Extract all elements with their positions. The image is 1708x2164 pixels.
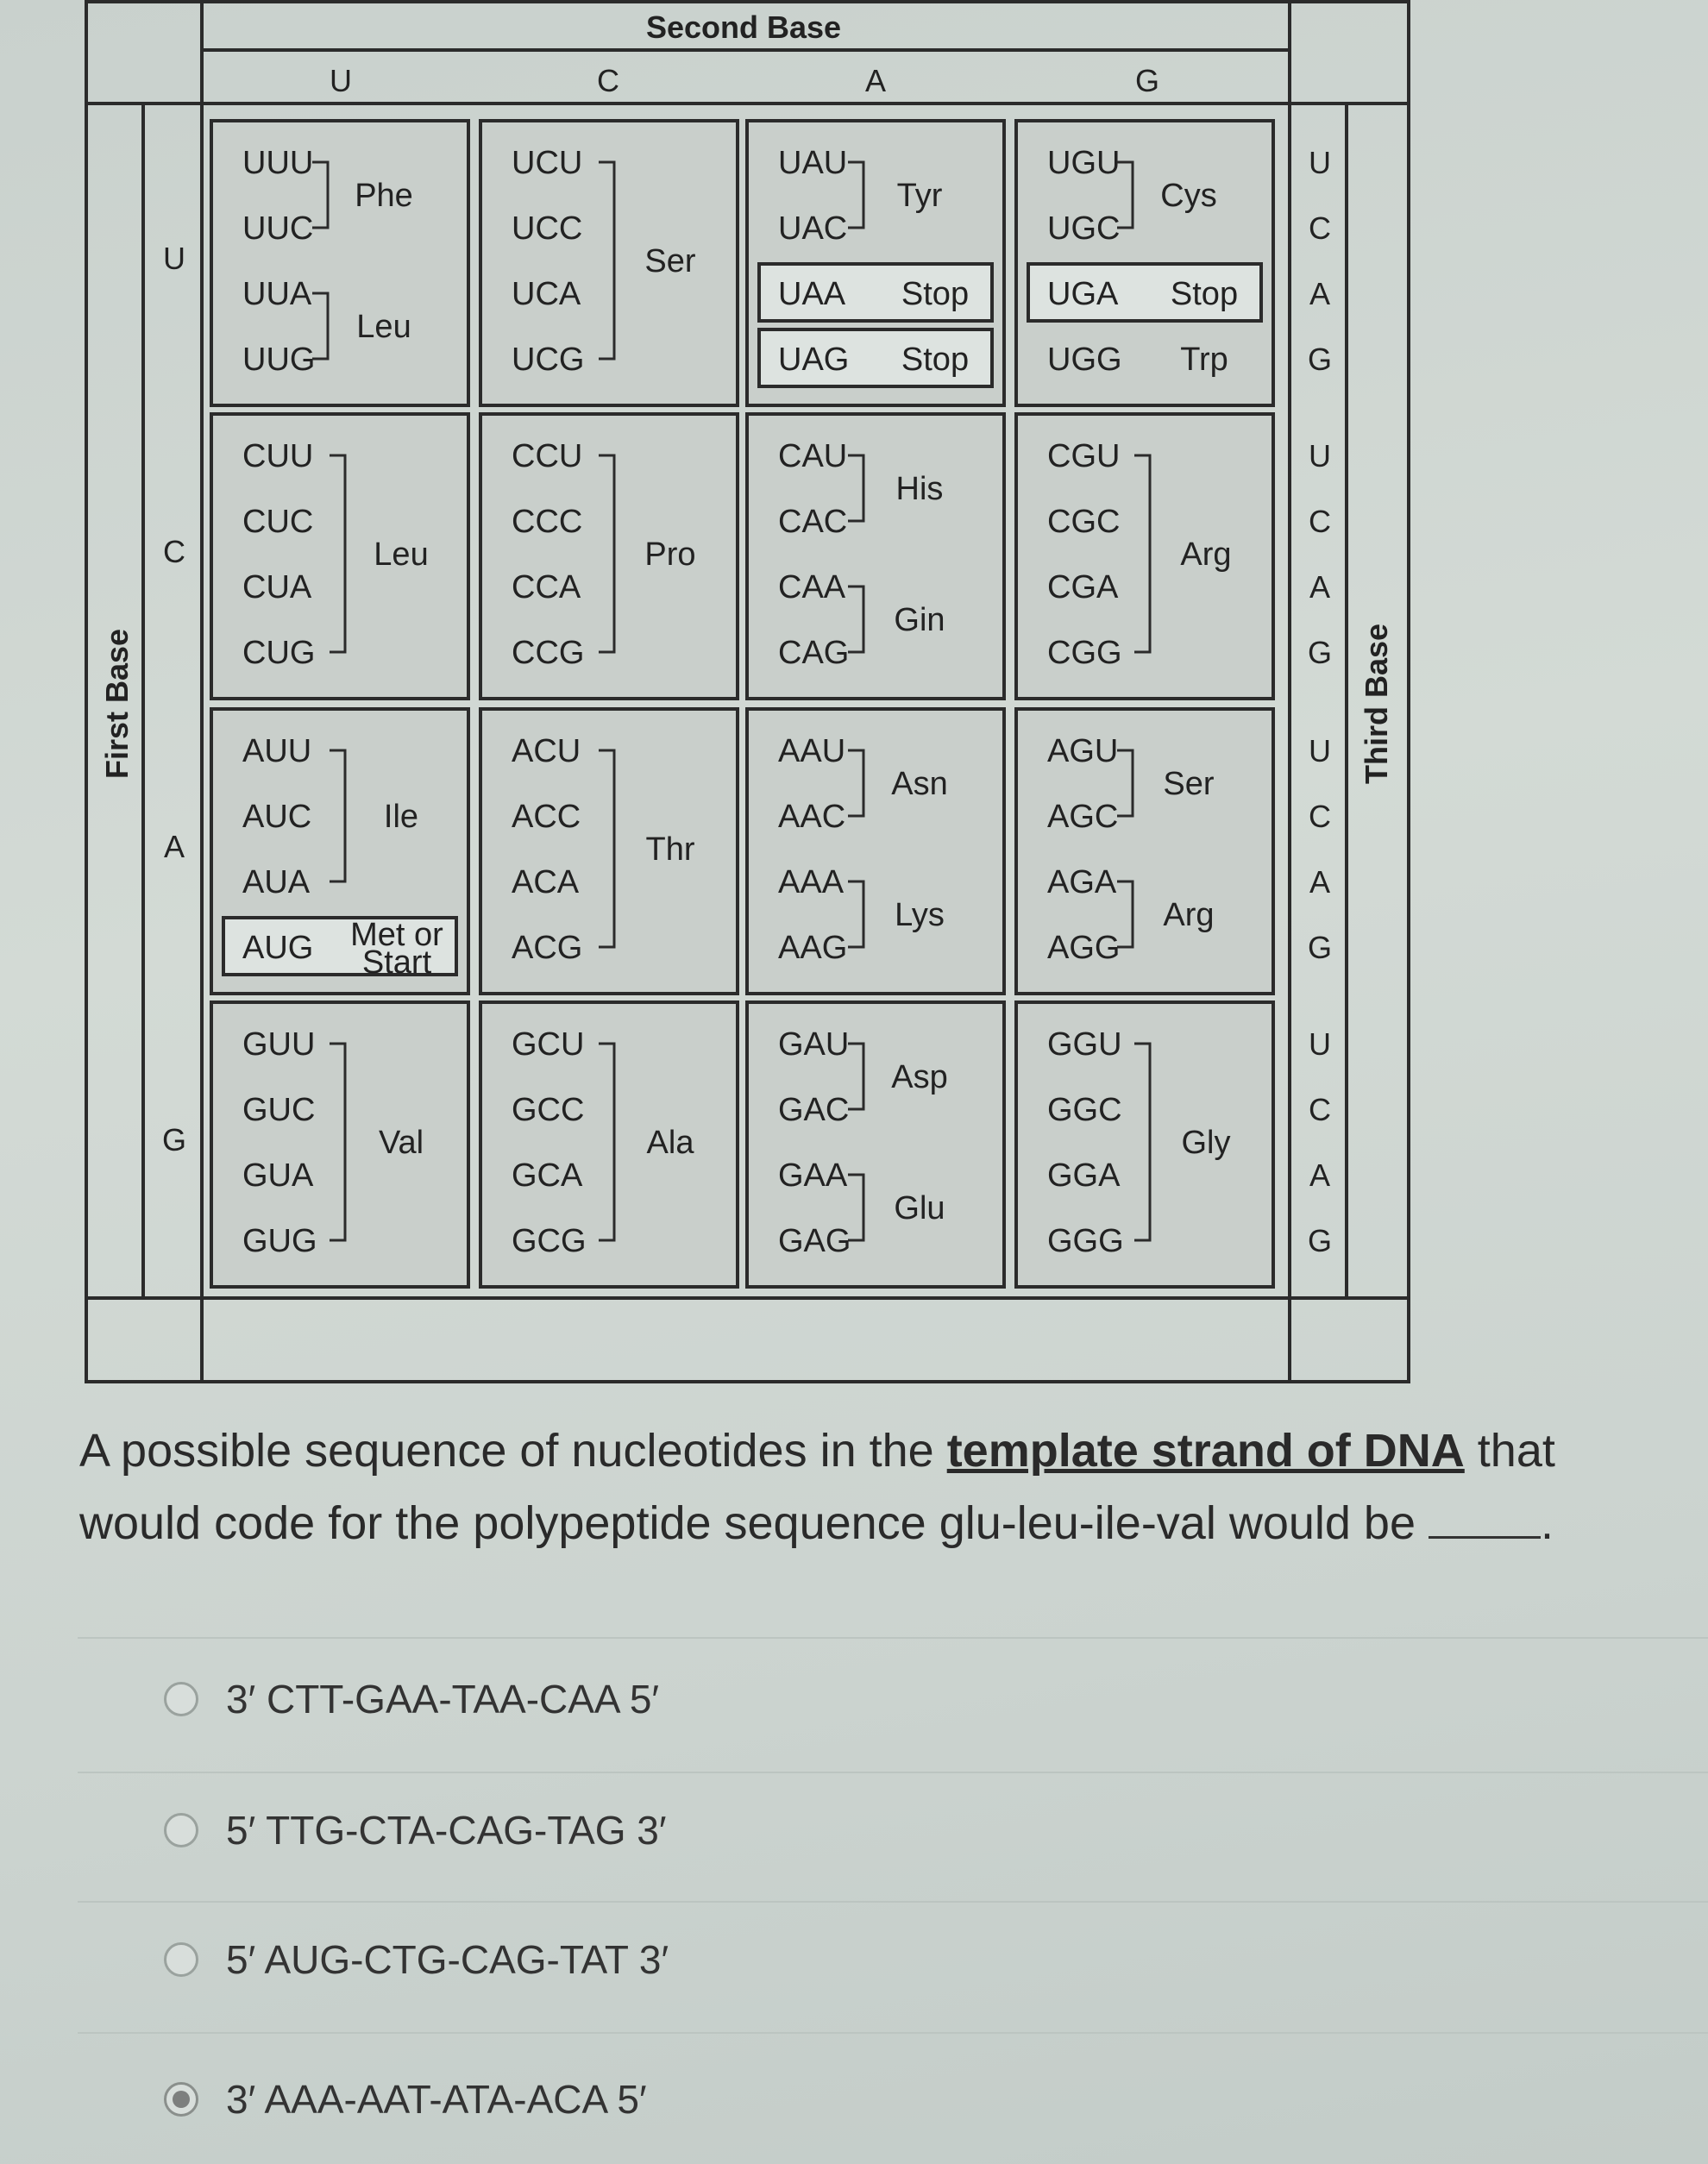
- codon-cau: CAU: [778, 438, 848, 474]
- codon-ccc: CCC: [512, 504, 583, 540]
- codon-guc: GUC: [242, 1092, 316, 1128]
- second-base-letter: C: [597, 63, 619, 98]
- codon-cua: CUA: [242, 569, 312, 605]
- codon-ucg: UCG: [512, 342, 585, 378]
- codon-cgg: CGG: [1047, 635, 1122, 671]
- question-text-before: A possible sequence of nucleotides in the: [79, 1425, 947, 1477]
- codon-cac: CAC: [778, 504, 848, 540]
- codon-aug: AUG: [242, 930, 314, 966]
- codon-acu: ACU: [512, 733, 581, 769]
- codon-auu: AUU: [242, 733, 312, 769]
- radio-button[interactable]: [164, 1942, 198, 1977]
- third-base-letter: U: [1309, 438, 1331, 474]
- divider: [78, 1772, 1708, 1773]
- codon-ucc: UCC: [512, 210, 583, 247]
- answer-blank: [1429, 1502, 1541, 1539]
- codon-uga: UGA: [1047, 276, 1119, 312]
- third-base-letter: A: [1309, 276, 1331, 311]
- third-base-letter: A: [1309, 569, 1331, 605]
- divider: [78, 1901, 1708, 1903]
- codon-ccg: CCG: [512, 635, 585, 671]
- answer-option-label: 5′ TTG-CTA-CAG-TAG 3′: [226, 1808, 667, 1853]
- amino-acid-label: Arg: [1163, 897, 1215, 933]
- second-base-letter: A: [864, 63, 887, 98]
- codon-caa: CAA: [778, 569, 846, 605]
- radio-button[interactable]: [164, 1813, 198, 1847]
- codon-aaa: AAA: [778, 864, 845, 900]
- amino-acid-label: His: [895, 471, 944, 507]
- amino-acid-label: Val: [378, 1125, 424, 1161]
- radio-button[interactable]: [164, 1682, 198, 1716]
- stop-label: Stop: [1170, 276, 1239, 312]
- stop-label: Stop: [901, 342, 970, 378]
- codon-aga: AGA: [1047, 864, 1117, 900]
- codon-uag: UAG: [778, 342, 850, 378]
- amino-acid-label: Leu: [356, 309, 411, 345]
- third-base-letter: C: [1309, 210, 1331, 246]
- codon-cgu: CGU: [1047, 438, 1121, 474]
- codon-ccu: CCU: [512, 438, 583, 474]
- third-base-letter: G: [1307, 1223, 1333, 1258]
- question-end: .: [1541, 1497, 1554, 1549]
- amino-acid-label: Tyr: [896, 178, 943, 214]
- codon-uuc: UUC: [242, 210, 314, 247]
- amino-acid-label: Start: [361, 944, 432, 981]
- third-base-label: Third Base: [1359, 623, 1394, 785]
- question-text-after: that would code for the polypeptide sequence glu-leu-ile-val would be: [79, 1425, 1555, 1549]
- codon-uau: UAU: [778, 145, 848, 181]
- codon-cca: CCA: [512, 569, 581, 605]
- codon-aau: AAU: [778, 733, 846, 769]
- radio-button-selected[interactable]: [164, 2082, 198, 2117]
- amino-acid-label: Ser: [1163, 766, 1215, 802]
- codon-uua: UUA: [242, 276, 312, 312]
- codon-ugu: UGU: [1047, 145, 1121, 181]
- codon-cga: CGA: [1047, 569, 1119, 605]
- codon-acg: ACG: [512, 930, 583, 966]
- codon-cag: CAG: [778, 635, 850, 671]
- codon-aac: AAC: [778, 799, 846, 835]
- second-base-letter: G: [1134, 63, 1160, 98]
- third-base-letter: U: [1309, 1026, 1331, 1062]
- codon-uug: UUG: [242, 342, 316, 378]
- codon-gac: GAC: [778, 1092, 850, 1128]
- amino-acid-label: Gly: [1181, 1125, 1231, 1161]
- second-base-letter: U: [330, 63, 352, 98]
- third-base-letter: G: [1307, 930, 1333, 965]
- third-base-letter: A: [1309, 1157, 1331, 1193]
- amino-acid-label: Gin: [894, 602, 945, 638]
- codon-ggu: GGU: [1047, 1026, 1122, 1063]
- codon-guu: GUU: [242, 1026, 316, 1063]
- codon-cug: CUG: [242, 635, 316, 671]
- codon-ggg: GGG: [1047, 1223, 1124, 1259]
- amino-acid-label: Thr: [645, 831, 695, 868]
- amino-acid-label: Arg: [1180, 536, 1232, 573]
- codon-uuu: UUU: [242, 145, 314, 181]
- codon-ugc: UGC: [1047, 210, 1121, 247]
- codon-gga: GGA: [1047, 1157, 1121, 1194]
- codon-aag: AAG: [778, 930, 848, 966]
- codon-aua: AUA: [242, 864, 311, 900]
- question-emphasis: template strand of DNA: [946, 1425, 1465, 1477]
- answer-option-2[interactable]: [164, 1804, 667, 1856]
- amino-acid-label: Glu: [894, 1190, 945, 1226]
- first-base-letter: A: [163, 829, 185, 864]
- codon-gua: GUA: [242, 1157, 314, 1194]
- third-base-letter: U: [1309, 733, 1331, 768]
- third-base-letter: A: [1309, 864, 1331, 900]
- question-text: [79, 1414, 1684, 1559]
- third-base-letter: U: [1309, 145, 1331, 180]
- codon-ugg: UGG: [1047, 342, 1122, 378]
- codon-auc: AUC: [242, 799, 312, 835]
- codon-agc: AGC: [1047, 799, 1119, 835]
- third-base-letter: C: [1309, 504, 1331, 539]
- codon-gag: GAG: [778, 1223, 851, 1259]
- amino-acid-label: Leu: [374, 536, 429, 573]
- amino-acid-label: Ser: [644, 243, 696, 279]
- codon-uac: UAC: [778, 210, 848, 247]
- amino-acid-label: Cys: [1160, 178, 1217, 214]
- codon-ucu: UCU: [512, 145, 583, 181]
- third-base-letter: G: [1307, 342, 1333, 377]
- divider: [78, 2032, 1708, 2034]
- amino-acid-label: Phe: [355, 178, 413, 214]
- codon-aca: ACA: [512, 864, 580, 900]
- codon-cgc: CGC: [1047, 504, 1121, 540]
- first-base-letter: C: [163, 534, 185, 569]
- codon-gcu: GCU: [512, 1026, 585, 1063]
- answer-option-1[interactable]: [164, 1673, 659, 1725]
- answer-option-label: 5′ AUG-CTG-CAG-TAT 3′: [226, 1937, 669, 1982]
- codon-cuc: CUC: [242, 504, 314, 540]
- answer-option-label: 3′ CTT-GAA-TAA-CAA 5′: [226, 1677, 660, 1722]
- codon-uca: UCA: [512, 276, 581, 312]
- codon-gug: GUG: [242, 1223, 317, 1259]
- amino-acid-label: Met or: [350, 917, 443, 953]
- codon-gaa: GAA: [778, 1157, 848, 1194]
- answer-option-label: 3′ AAA-AAT-ATA-ACA 5′: [226, 2077, 647, 2122]
- amino-acid-label: Ala: [646, 1125, 694, 1161]
- divider: [78, 1637, 1708, 1639]
- codon-gcc: GCC: [512, 1092, 585, 1128]
- amino-acid-label: Trp: [1180, 342, 1228, 378]
- stop-label: Stop: [901, 276, 970, 312]
- first-base-label: First Base: [99, 628, 135, 780]
- third-base-letter: C: [1309, 1092, 1331, 1127]
- codon-cuu: CUU: [242, 438, 314, 474]
- answer-option-4[interactable]: [164, 2073, 647, 2125]
- second-base-label: Second Base: [645, 9, 842, 45]
- answer-option-3[interactable]: [164, 1934, 669, 1985]
- first-base-letter: U: [163, 241, 185, 276]
- third-base-letter: C: [1309, 799, 1331, 834]
- amino-acid-label: Ile: [383, 799, 419, 835]
- first-base-letter: G: [161, 1122, 187, 1157]
- third-base-letter: G: [1307, 635, 1333, 670]
- codon-gca: GCA: [512, 1157, 583, 1194]
- amino-acid-label: Asp: [891, 1059, 948, 1095]
- codon-ggc: GGC: [1047, 1092, 1122, 1128]
- codon-gau: GAU: [778, 1026, 850, 1063]
- codon-gcg: GCG: [512, 1223, 587, 1259]
- amino-acid-label: Lys: [895, 897, 945, 933]
- codon-uaa: UAA: [778, 276, 846, 312]
- amino-acid-label: Pro: [644, 536, 696, 573]
- codon-agu: AGU: [1047, 733, 1119, 769]
- codon-agg: AGG: [1047, 930, 1121, 966]
- amino-acid-label: Asn: [891, 766, 948, 802]
- codon-acc: ACC: [512, 799, 581, 835]
